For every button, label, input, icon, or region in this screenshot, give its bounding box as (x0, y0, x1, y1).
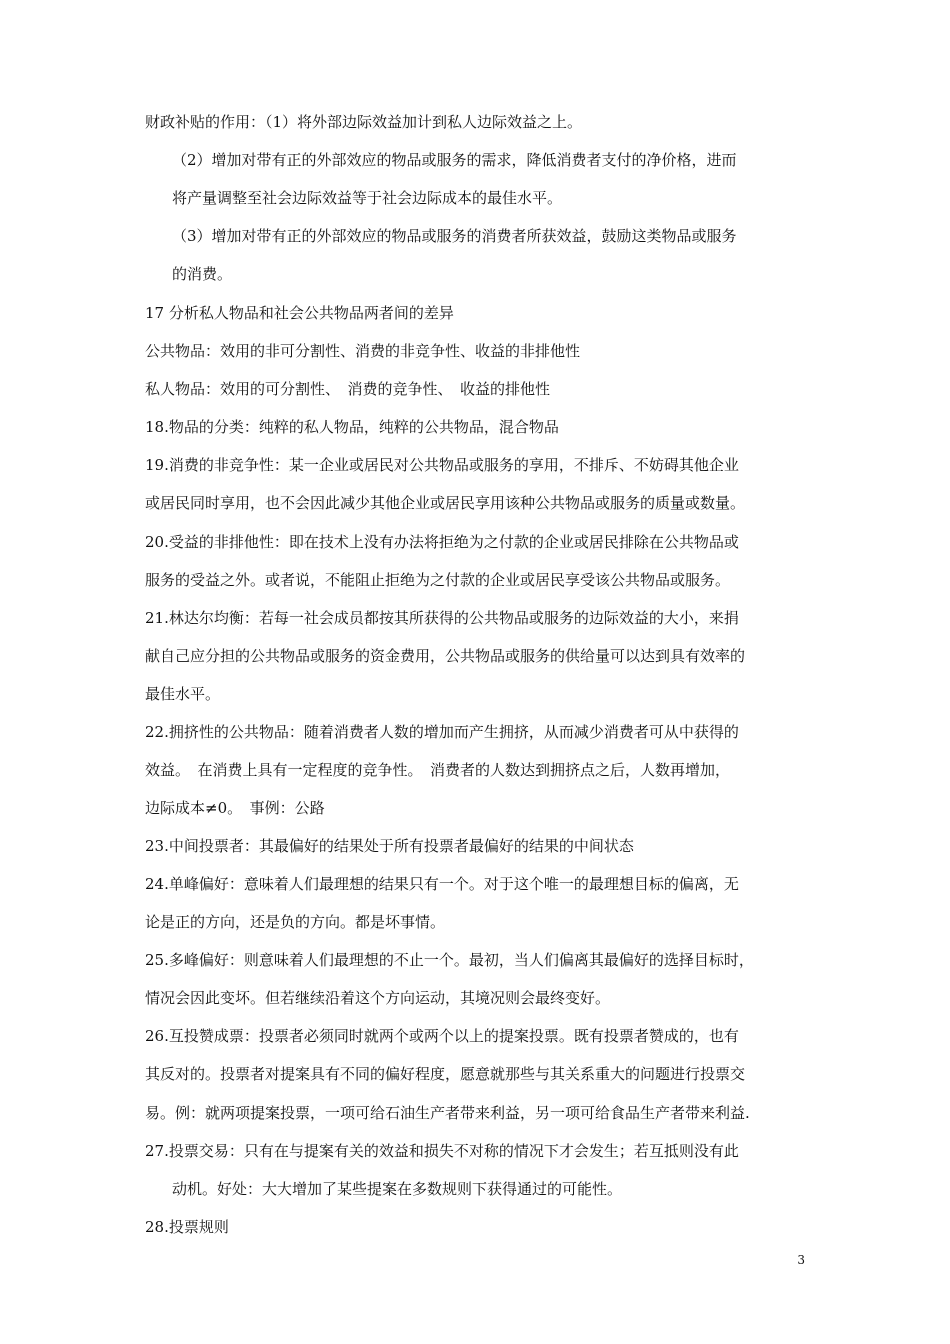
text-line: 私人物品：效用的可分割性、 消费的竞争性、 收益的排他性 (145, 380, 551, 398)
text-line: 22.拥挤性的公共物品：随着消费者人数的增加而产生拥挤，从而减少消费者可从中获得的 (145, 723, 739, 741)
text-line: 论是正的方向，还是负的方向。都是坏事情。 (145, 913, 446, 931)
text-line: 易。例：就两项提案投票，一项可给石油生产者带来利益，另一项可给食品生产者带来利益. (145, 1104, 750, 1122)
text-line: 最佳水平。 (145, 685, 221, 703)
text-line: 其反对的。投票者对提案具有不同的偏好程度，愿意就那些与其关系重大的问题进行投票交 (145, 1065, 746, 1083)
text-line: 服务的受益之外。或者说，不能阻止拒绝为之付款的企业或居民享受该公共物品或服务。 (145, 571, 731, 589)
text-line: 19.消费的非竞争性：某一企业或居民对公共物品或服务的享用，不排斥、不妨碍其他企业 (145, 456, 739, 474)
text-line: 将产量调整至社会边际效益等于社会边际成本的最佳水平。 (172, 189, 563, 207)
text-line: 23.中间投票者：其最偏好的结果处于所有投票者最偏好的结果的中间状态 (145, 837, 634, 855)
text-line: （3）增加对带有正的外部效应的物品或服务的消费者所获效益，鼓励这类物品或服务 (172, 227, 737, 245)
text-line: 26.互投赞成票：投票者必须同时就两个或两个以上的提案投票。既有投票者赞成的，也有 (145, 1027, 739, 1045)
text-line: 或居民同时享用，也不会因此减少其他企业或居民享用该种公共物品或服务的质量或数量。 (145, 494, 746, 512)
text-line: 18.物品的分类：纯粹的私人物品，纯粹的公共物品，混合物品 (145, 418, 559, 436)
text-line: 25.多峰偏好：则意味着人们最理想的不止一个。最初，当人们偏离其最偏好的选择目标时， (145, 951, 754, 969)
text-line: 边际成本≠0。 事例：公路 (145, 799, 325, 817)
text-line: 21.林达尔均衡：若每一社会成员都按其所获得的公共物品或服务的边际效益的大小，来捐 (145, 609, 739, 627)
text-line: 献自己应分担的公共物品或服务的资金费用，公共物品或服务的供给量可以达到具有效率的 (145, 647, 746, 665)
text-line: 27.投票交易：只有在与提案有关的效益和损失不对称的情况下才会发生；若互抵则没有此 (145, 1142, 739, 1160)
text-line: 公共物品：效用的非可分割性、消费的非竞争性、收益的非排他性 (145, 342, 581, 360)
text-line: 动机。好处：大大增加了某些提案在多数规则下获得通过的可能性。 (172, 1180, 623, 1198)
text-line: 20.受益的非排他性：即在技术上没有办法将拒绝为之付款的企业或居民排除在公共物品或 (145, 533, 739, 551)
text-line: 的消费。 (172, 265, 233, 283)
text-line: 28.投票规则 (145, 1218, 229, 1236)
text-line: 24.单峰偏好：意味着人们最理想的结果只有一个。对于这个唯一的最理想目标的偏离，无 (145, 875, 739, 893)
page-number: 3 (797, 1253, 805, 1267)
text-line: 情况会因此变坏。但若继续沿着这个方向运动，其境况则会最终变好。 (145, 989, 611, 1007)
text-line: 17 分析私人物品和社会公共物品两者间的差异 (145, 304, 454, 322)
text-line: 财政补贴的作用：（1）将外部边际效益加计到私人边际效益之上。 (145, 113, 583, 131)
text-line: 效益。 在消费上具有一定程度的竞争性。 消费者的人数达到拥挤点之后，人数再增加， (145, 761, 731, 779)
text-line: （2）增加对带有正的外部效应的物品或服务的需求，降低消费者支付的净价格，进而 (172, 151, 737, 169)
